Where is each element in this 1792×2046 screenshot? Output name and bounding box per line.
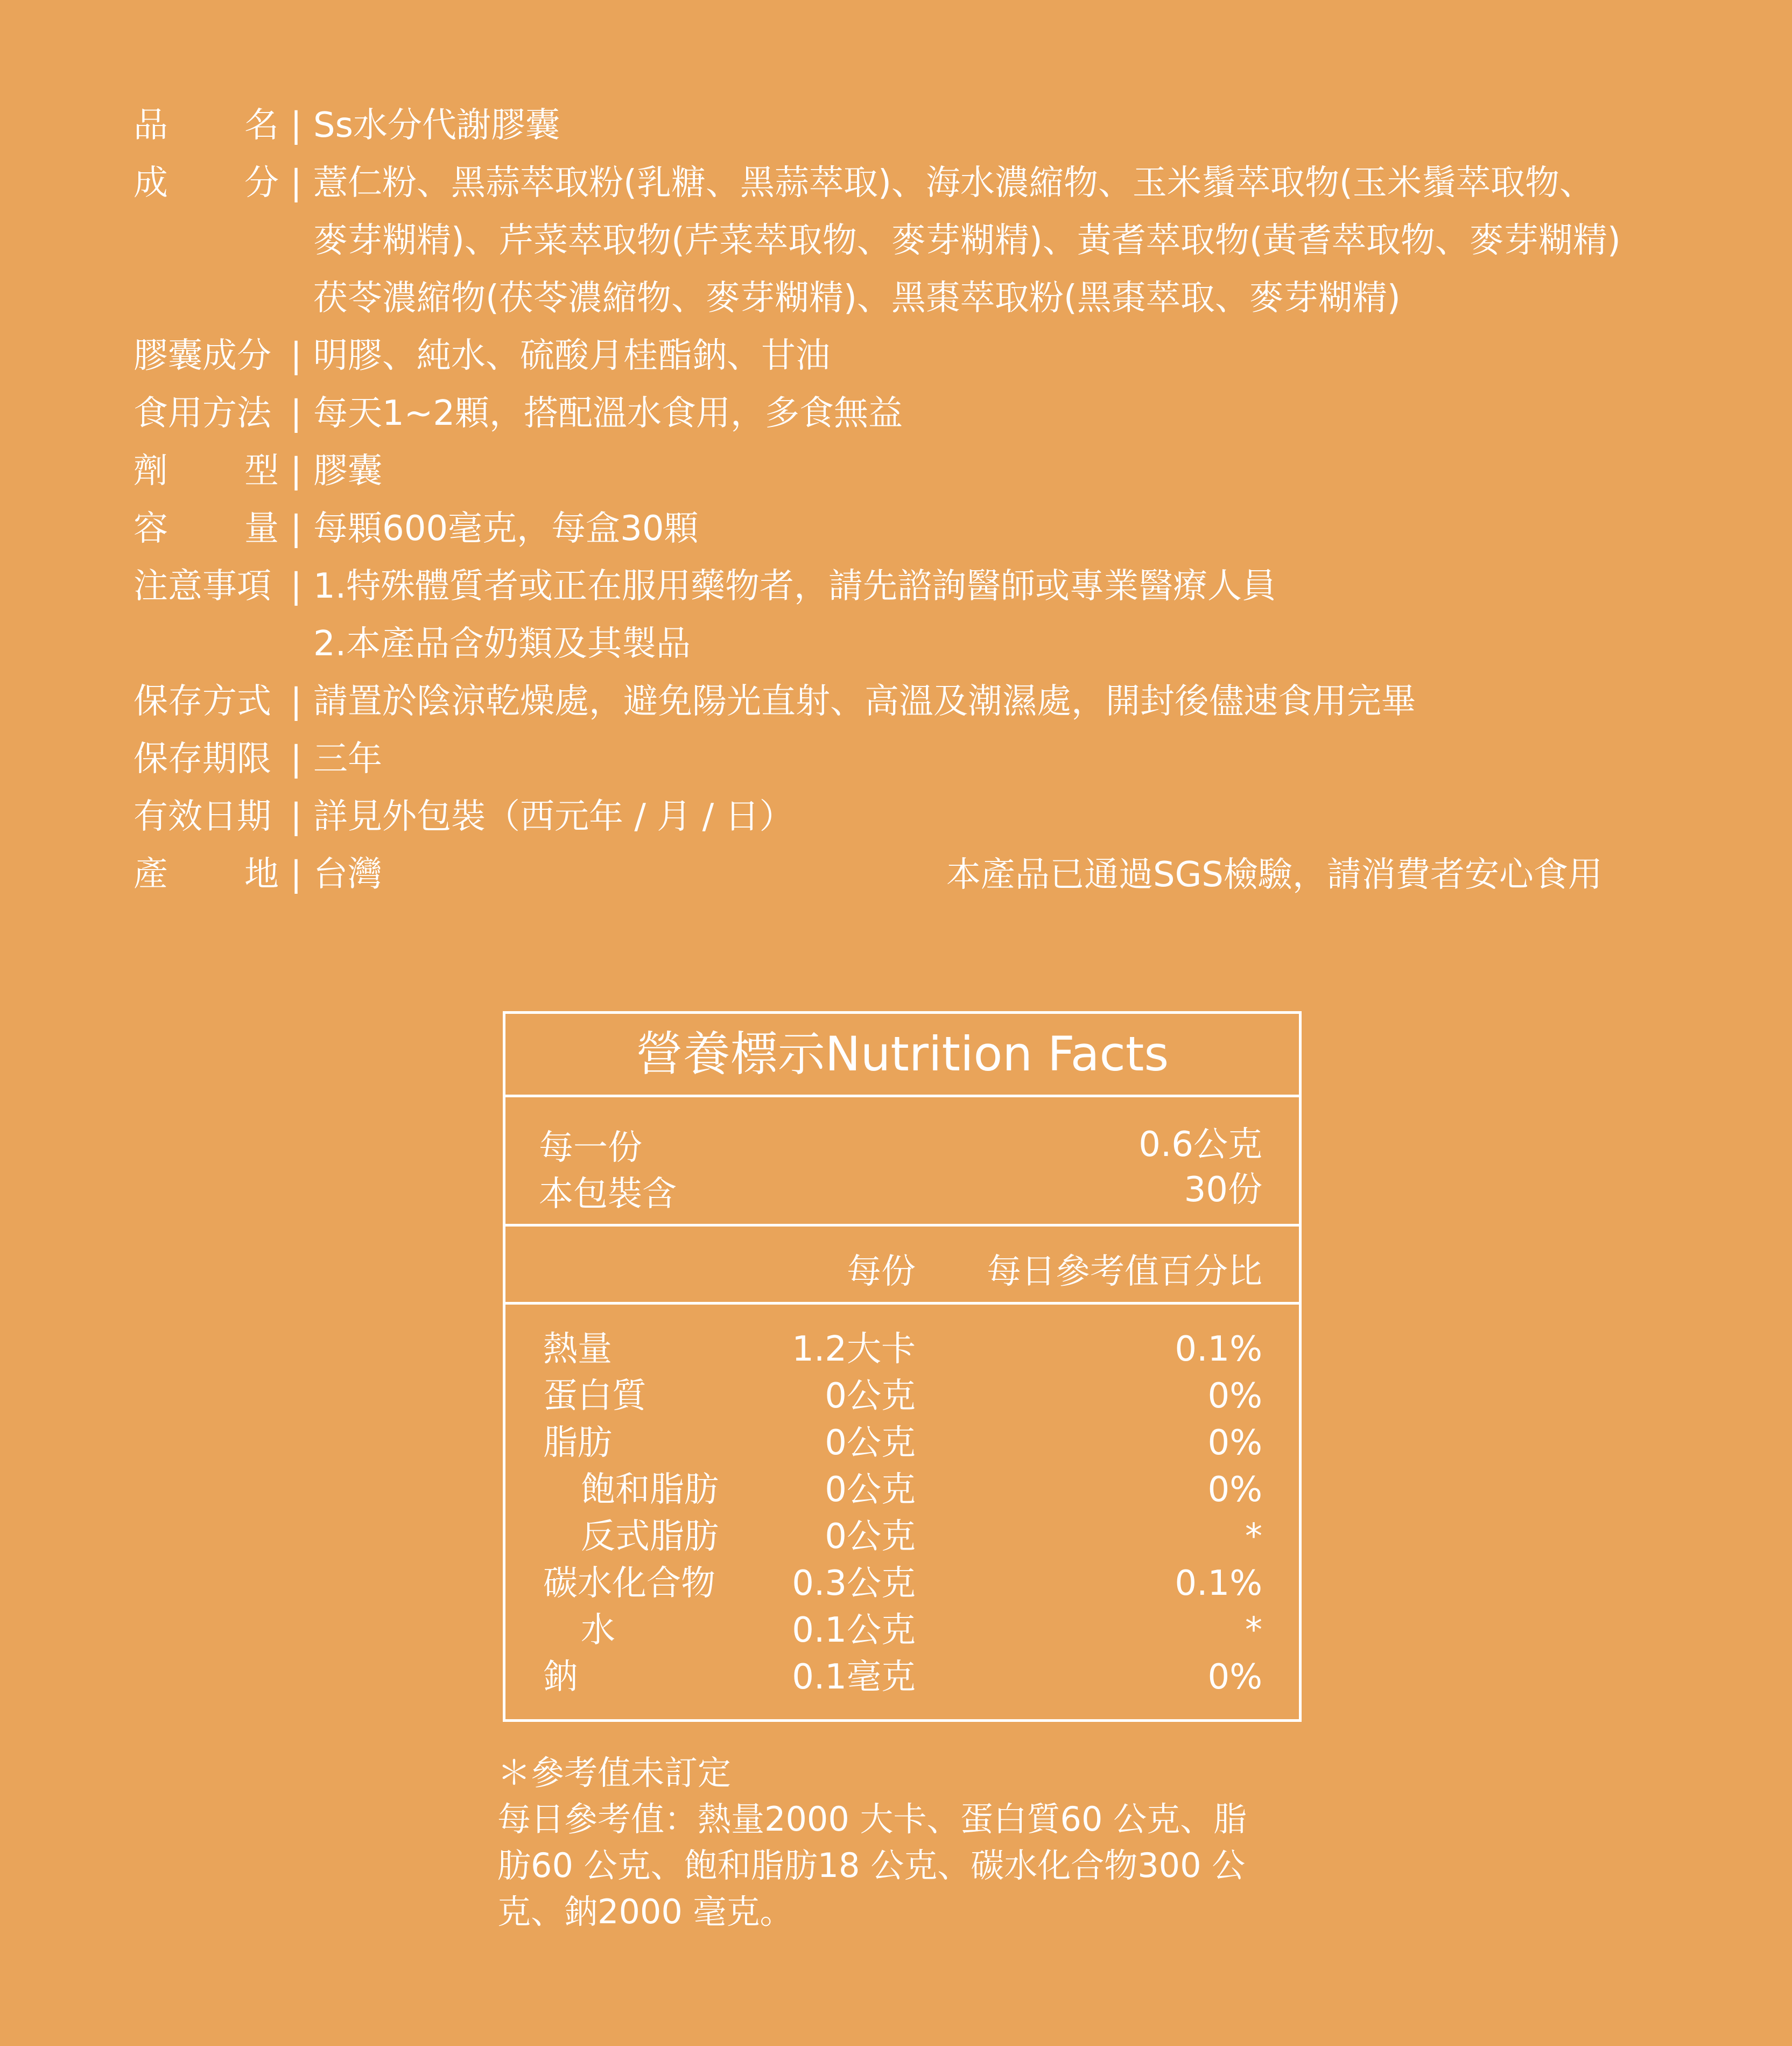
nutrition-title: 營養標示Nutrition Facts — [505, 1014, 1299, 1097]
nutrition-rows — [505, 1305, 1299, 1701]
nutrient-amount: 0.3公克 — [792, 1564, 916, 1603]
serving-value: 0.6公克 — [1139, 1125, 1262, 1165]
spec-value — [313, 385, 1727, 443]
nutrient-daily-percent: 0% — [1207, 1657, 1262, 1697]
spec-value-line: 薏仁粉、黑蒜萃取粉(乳糖、黑蒜萃取)、海水濃縮物、玉米鬚萃取物(玉米鬚萃取物、 — [313, 163, 1594, 203]
nutrient-daily-percent: 0% — [1207, 1470, 1262, 1510]
col-per-serving: 每份 — [847, 1252, 916, 1292]
spec-value-line: 膠囊 — [313, 451, 382, 491]
spec-separator: | — [290, 509, 302, 549]
nutrient-amount: 0.1公克 — [792, 1610, 916, 1650]
spec-row — [133, 788, 1727, 846]
spec-separator: | — [290, 163, 302, 203]
nutrient-daily-percent: * — [1245, 1517, 1262, 1557]
spec-value-line: 2.本產品含奶類及其製品 — [313, 624, 691, 664]
spec-separator: | — [290, 394, 302, 433]
nutrition-row — [505, 1467, 1299, 1514]
spec-value — [313, 155, 1727, 327]
footnotes — [497, 1750, 1316, 1935]
nutrient-daily-percent: 0.1% — [1175, 1564, 1262, 1603]
nutrition-row — [505, 1607, 1299, 1654]
spec-separator: | — [290, 451, 302, 491]
spec-label: 容 量 — [133, 509, 279, 549]
spec-separator: | — [290, 336, 302, 376]
nutrition-row — [505, 1560, 1299, 1607]
spec-value — [313, 731, 1727, 788]
spec-value — [313, 327, 1727, 385]
spec-row — [133, 155, 1727, 327]
footnote-line: 每日參考值：熱量2000 大卡、蛋白質60 公克、脂 — [497, 1799, 1247, 1839]
nutrient-daily-percent: * — [1245, 1610, 1262, 1650]
spec-value — [313, 558, 1727, 673]
spec-value-line: 每顆600毫克，每盒30顆 — [313, 509, 699, 549]
nutrient-name: 蛋白質 — [543, 1376, 646, 1416]
spec-row — [133, 385, 1727, 443]
footnote-line: 克、鈉2000 毫克。 — [497, 1892, 793, 1931]
nutrition-facts-panel — [503, 1011, 1302, 1722]
nutrition-row — [505, 1326, 1299, 1373]
nutrient-amount: 0.1毫克 — [792, 1657, 916, 1697]
spec-value-line: 茯苓濃縮物(茯苓濃縮物、麥芽糊精)、黑棗萃取粉(黑棗萃取、麥芽糊精) — [313, 278, 1401, 318]
nutrient-amount: 0公克 — [825, 1517, 916, 1557]
serving-section — [505, 1097, 1299, 1227]
spec-row — [133, 673, 1727, 731]
spec-value-line: 請置於陰涼乾燥處，避免陽光直射、高溫及潮濕處，開封後儘速食用完畢 — [313, 682, 1416, 721]
nutrient-amount: 0公克 — [825, 1423, 916, 1463]
spec-value — [313, 97, 1727, 155]
nutrient-daily-percent: 0% — [1207, 1423, 1262, 1463]
nutrient-amount: 0公克 — [825, 1470, 916, 1510]
nutrient-name: 熱量 — [543, 1329, 612, 1369]
spec-value — [313, 500, 1727, 558]
spec-label: 保存方式 — [133, 682, 271, 721]
spec-label: 劑 型 — [133, 451, 279, 491]
product-spec-table — [133, 97, 1727, 903]
spec-value-line: 三年 — [313, 739, 382, 779]
spec-value-line: 明膠、純水、硫酸月桂酯鈉、甘油 — [313, 336, 830, 376]
spec-row — [133, 327, 1727, 385]
nutrient-name: 碳水化合物 — [543, 1564, 715, 1603]
nutrient-amount: 0公克 — [825, 1376, 916, 1416]
spec-separator: | — [290, 854, 302, 894]
spec-label: 保存期限 — [133, 739, 271, 779]
nutrient-name: 飽和脂肪 — [581, 1470, 719, 1510]
spec-label: 成 分 — [133, 163, 279, 203]
sgs-note: 本產品已通過SGS檢驗，請消費者安心食用 — [946, 855, 1603, 895]
nutrition-row — [505, 1654, 1299, 1701]
spec-value-line: 台灣 — [313, 854, 382, 894]
nutrient-name: 脂肪 — [543, 1423, 612, 1463]
spec-value-line: 詳見外包裝（西元年 / 月 / 日） — [313, 797, 794, 837]
nutrient-daily-percent: 0.1% — [1175, 1329, 1262, 1369]
nutrient-name: 反式脂肪 — [581, 1517, 719, 1557]
spec-row — [133, 97, 1727, 155]
nutrition-row — [505, 1373, 1299, 1420]
spec-row — [133, 558, 1727, 673]
spec-value — [313, 788, 1727, 846]
spec-label: 膠囊成分 — [133, 336, 271, 376]
spec-row — [133, 731, 1727, 788]
spec-label: 注意事項 — [133, 566, 271, 606]
package-label: 本包裝含 — [539, 1174, 677, 1214]
nutrient-name: 水 — [581, 1610, 615, 1650]
footnote-line: ＊參考值未訂定 — [497, 1753, 732, 1792]
footnote-line: 肪60 公克、飽和脂肪18 公克、碳水化合物300 公 — [497, 1846, 1246, 1885]
spec-separator: | — [290, 566, 302, 606]
spec-row — [133, 443, 1727, 500]
spec-separator: | — [290, 797, 302, 837]
nutrient-name: 鈉 — [543, 1657, 578, 1697]
spec-value-line: Ss水分代謝膠囊 — [313, 106, 560, 145]
spec-value-line: 麥芽糊精)、芹菜萃取物(芹菜萃取物、麥芽糊精)、黃耆萃取物(黃耆萃取物、麥芽糊精) — [313, 221, 1621, 261]
spec-separator: | — [290, 106, 302, 145]
nutrition-row — [505, 1514, 1299, 1560]
spec-label: 產 地 — [133, 854, 279, 894]
col-daily-percent: 每日參考值百分比 — [987, 1252, 1262, 1292]
spec-separator: | — [290, 682, 302, 721]
spec-label: 食用方法 — [133, 394, 271, 433]
nutrient-amount: 1.2大卡 — [792, 1329, 916, 1369]
spec-separator: | — [290, 739, 302, 779]
spec-label: 品 名 — [133, 106, 279, 145]
package-value: 30份 — [1184, 1170, 1262, 1210]
spec-value-line: 1.特殊體質者或正在服用藥物者，請先諮詢醫師或專業醫療人員 — [313, 566, 1277, 606]
nutrition-row — [505, 1420, 1299, 1467]
spec-value — [313, 673, 1727, 731]
spec-row — [133, 500, 1727, 558]
nutrition-column-headers — [505, 1227, 1299, 1305]
spec-label: 有效日期 — [133, 797, 271, 837]
nutrient-daily-percent: 0% — [1207, 1376, 1262, 1416]
spec-value — [313, 443, 1727, 500]
serving-label: 每一份 — [539, 1128, 642, 1168]
spec-value-line: 每天1~2顆，搭配溫水食用，多食無益 — [313, 394, 903, 433]
